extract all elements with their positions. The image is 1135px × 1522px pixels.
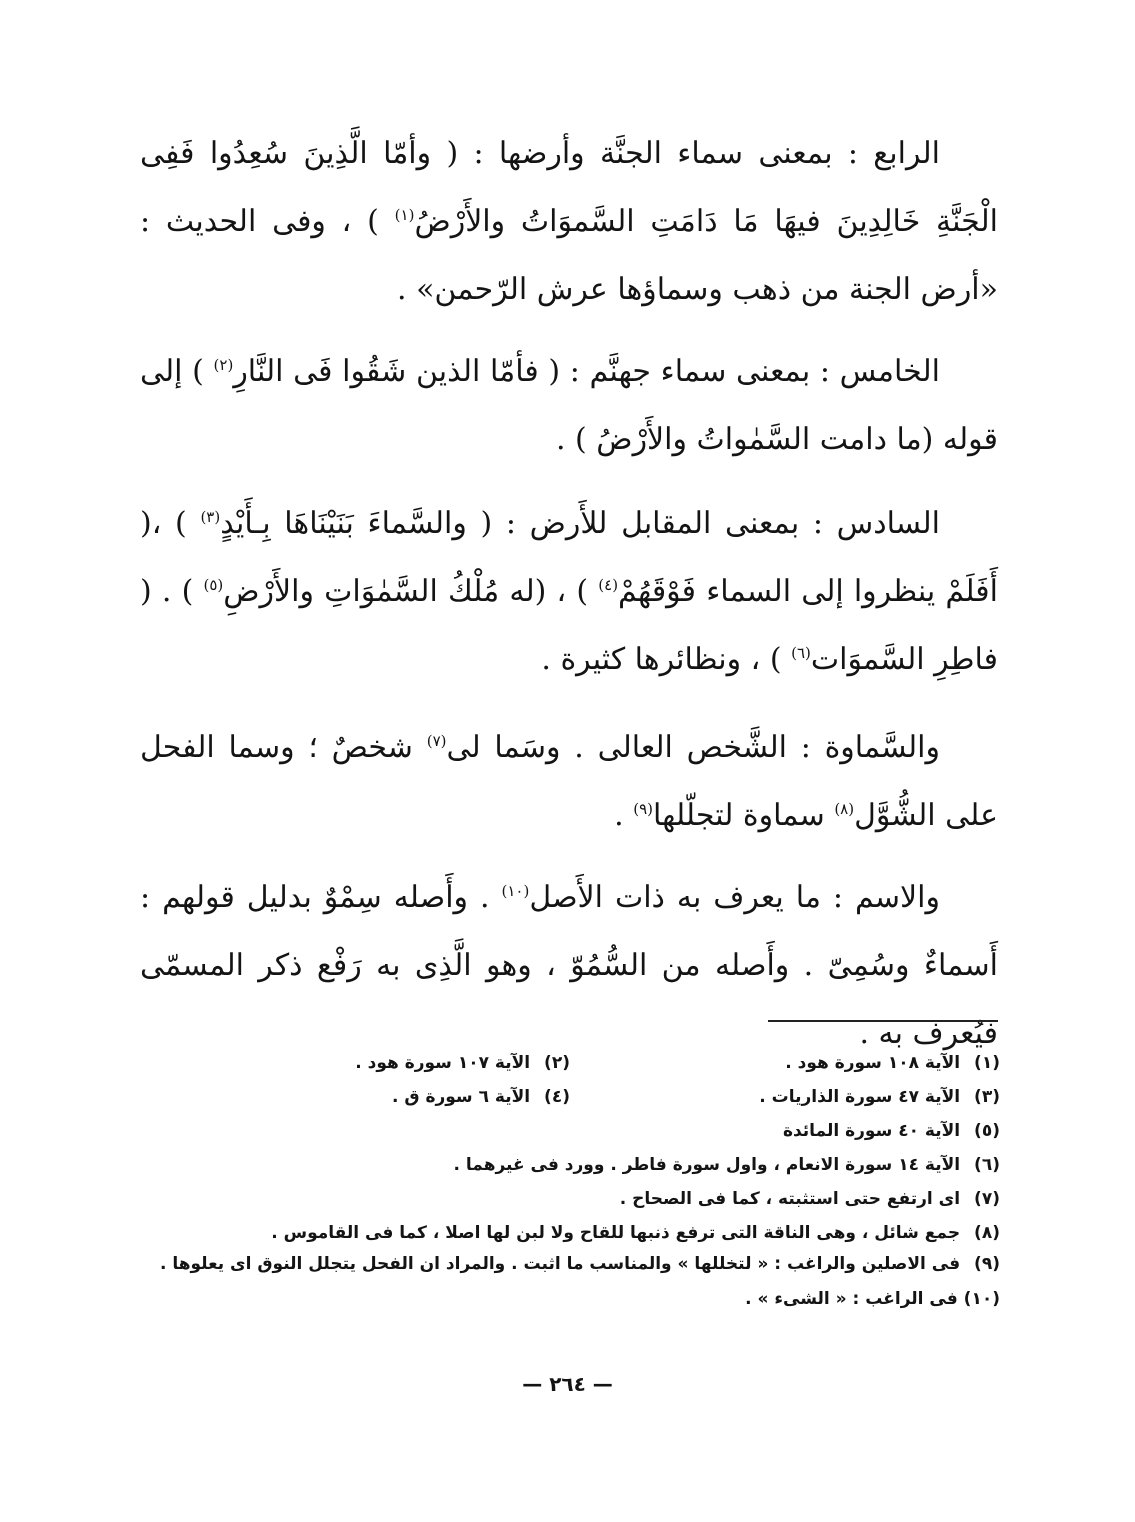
paragraph-text: والسَّماوة : الشَّخص العالى . وسَما لى: [446, 730, 940, 765]
footnote-number: (٦): [974, 1155, 1000, 1175]
paragraph-text: السادس : بمعنى المقابل للأَرض : ( والسَّماءَ بَنَيْنَاهَا بِـأَيْدٍ: [220, 506, 940, 541]
footnote-ref-10: (١٠): [501, 882, 530, 900]
paragraph-fifth-meaning: [140, 338, 998, 474]
footnote-number: (١): [974, 1053, 1000, 1073]
footnote-number: (٤): [544, 1087, 570, 1107]
paragraph-text: ) ، ونظائرها كثيرة .: [541, 642, 782, 677]
footnote-text: الآية ١٠٨ سورة هود .: [785, 1053, 961, 1073]
footnote-number: (٧): [974, 1189, 1000, 1209]
footnote-ref-7: (٧): [426, 732, 447, 750]
footnote-9: [140, 1250, 1000, 1278]
footnote-10: [140, 1282, 1000, 1316]
paragraph-ism: [140, 864, 998, 1068]
paragraph-text: شخصٌ ؛ وسما الفحل على الشُّوَّل: [140, 730, 998, 833]
footnote-number: (١٠): [963, 1289, 1000, 1309]
footnote-3: [570, 1080, 1000, 1114]
footnote-8: [140, 1216, 1000, 1250]
footnote-text: الآية ٦ سورة ق .: [391, 1087, 531, 1107]
footnote-divider: [768, 1020, 998, 1022]
footnote-1: [570, 1046, 1000, 1080]
paragraph-text: الرابع : بمعنى سماء الجنَّة وأرضها : ( وأمّا الَّذِينَ سُعِدُوا فَفِى الْجَنَّةِ خَالِدِينَ فيهَا مَا دَامَتِ السَّموَاتُ والأَرْضُ: [140, 136, 999, 239]
footnote-text: فى الراغب : « الشىء » .: [745, 1289, 958, 1309]
footnote-text: الآية ١٤ سورة الانعام ، واول سورة فاطر . وورد فى غيرهما .: [453, 1155, 961, 1175]
footnote-row: [140, 1080, 1000, 1114]
footnote-5: [140, 1114, 1000, 1148]
footnote-ref-2: (٢): [213, 356, 234, 374]
paragraph-text: ) ، (له مُلْكُ السَّمٰوَاتِ والأَرْضِ: [223, 574, 589, 609]
paragraph-fourth-meaning: [140, 120, 998, 324]
footnote-number: (٢): [544, 1053, 570, 1073]
footnote-number: (٥): [974, 1121, 1000, 1141]
paragraph-text: الخامس : بمعنى سماء جهنَّم : ( فأمّا الذين شَقُوا فَى النَّارِ: [233, 354, 940, 389]
footnote-6: [140, 1148, 1000, 1182]
footnote-2: [140, 1046, 570, 1080]
paragraph-text: ) إلى قوله (ما دامت السَّمٰواتُ والأَرْضُ ) .: [140, 354, 998, 457]
footnote-ref-8: (٨): [834, 800, 855, 818]
footnote-row: [140, 1046, 1000, 1080]
footnote-text: جمع شائل ، وهى الناقة التى ترفع ذنبها للقاح ولا لبن لها اصلا ، كما فى القاموس .: [271, 1223, 961, 1243]
footnote-number: (٣): [974, 1087, 1000, 1107]
paragraph-text: .: [614, 798, 624, 833]
paragraph-samawa: [140, 714, 998, 850]
footnote-text: الآية ٤٠ سورة المائدة: [782, 1121, 961, 1141]
footnote-ref-5: (٥): [203, 576, 224, 594]
footnote-number: (٩): [974, 1254, 1000, 1274]
paragraph-text: ) . ( فاطِرِ السَّموَات: [140, 574, 998, 677]
footnote-4: [140, 1080, 570, 1114]
paragraph-sixth-meaning: [140, 490, 998, 694]
paragraph-text: ) ، وفى الحديث : «أرض الجنة من ذهب وسماؤها عرش الرّحمن» .: [140, 204, 998, 307]
paragraph-text: ) ،( أَفَلَمْ ينظروا إلى السماء فَوْقَهُمْ: [140, 506, 998, 609]
paragraph-text: سماوة لتجلّلها: [653, 798, 825, 833]
footnote-ref-3: (٣): [200, 508, 221, 526]
footnote-ref-4: (٤): [598, 576, 619, 594]
footnote-text: اى ارتفع حتى استثبته ، كما فى الصحاح .: [619, 1189, 961, 1209]
footnote-text: الآية ٤٧ سورة الذاريات .: [759, 1087, 961, 1107]
footnote-ref-6: (٦): [791, 644, 811, 662]
page-number: — ٢٦٤ —: [522, 1372, 613, 1396]
footnote-text: فى الاصلين والراغب : « لتخللها » والمناسب ما اثبت . والمراد ان الفحل يتجلل النوق اى يعلوها .: [159, 1254, 961, 1274]
paragraph-text: والاسم : ما يعرف به ذات الأَصل: [529, 880, 940, 915]
footnote-number: (٨): [974, 1223, 1000, 1243]
footnotes: [140, 1046, 1000, 1316]
footnote-7: [140, 1182, 1000, 1216]
footnote-ref-9: (٩): [633, 800, 653, 818]
footnote-ref-1: (١): [394, 206, 415, 224]
paragraph-text: . وأَصله سِمْوٌ بدليل قولهم : أَسماءٌ وسُمِىّ . وأَصله من السُّمُوّ ، وهو الَّذِى به رَفْع ذكر المسمّى فيُعرف به .: [140, 880, 998, 1051]
footnote-text: الآية ١٠٧ سورة هود .: [355, 1053, 531, 1073]
